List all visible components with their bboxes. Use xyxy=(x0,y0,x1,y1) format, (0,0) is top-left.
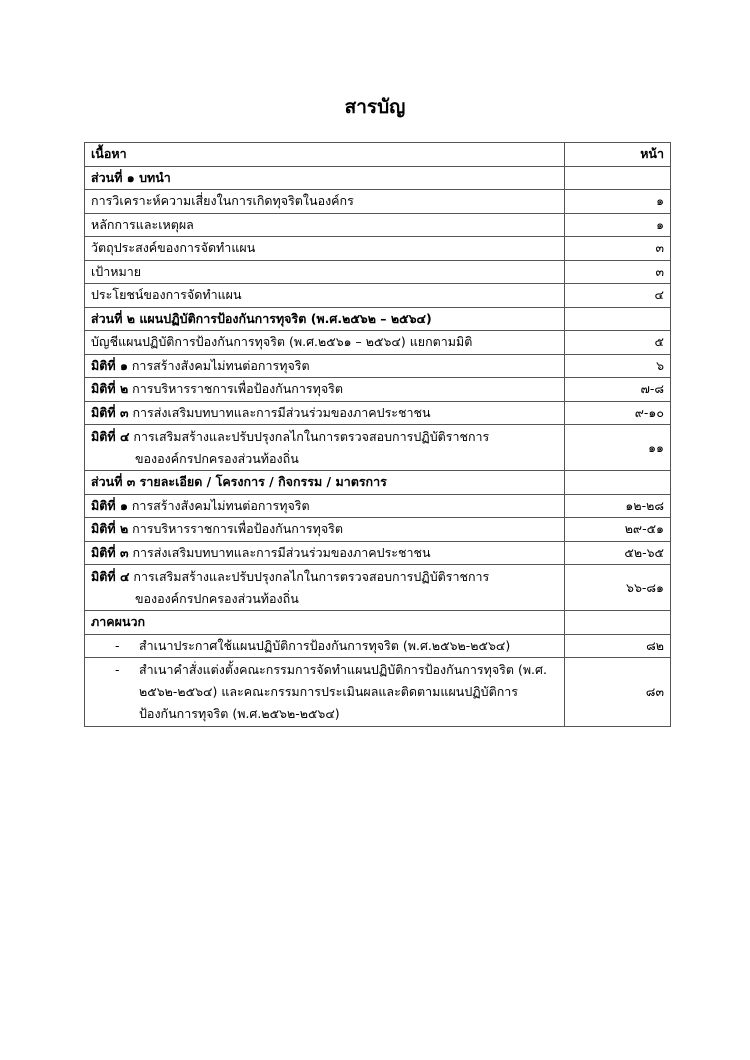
toc-entry-cell xyxy=(85,213,565,237)
table-row xyxy=(85,190,671,214)
table-row xyxy=(85,634,671,658)
table-row xyxy=(85,471,671,495)
toc-page-number: ๔ xyxy=(565,284,671,308)
table-row xyxy=(85,260,671,284)
table-row xyxy=(85,565,671,611)
toc-item-text: เป้าหมาย xyxy=(91,263,142,279)
appendix-item-text: สำเนาคำสั่งแต่งตั้งคณะกรรมการจัดทำแผนปฏิบัติการป้องกันการทุจริต (พ.ศ. xyxy=(139,662,547,677)
toc-page-number: ๖๖-๘๑ xyxy=(565,565,671,611)
table-row xyxy=(85,307,671,331)
table-row xyxy=(85,354,671,378)
toc-entry-cell xyxy=(85,425,565,471)
dimension-label: มิติที่ ๑ xyxy=(91,357,128,373)
toc-page-number: ๑ xyxy=(565,213,671,237)
toc-item-text: หลักการและเหตุผล xyxy=(91,216,194,232)
dimension-title: การสร้างสังคมไม่ทนต่อการทุจริต xyxy=(127,497,310,513)
dimension-label: มิติที่ ๑ xyxy=(91,497,128,513)
table-row xyxy=(85,611,671,635)
toc-entry-cell xyxy=(85,166,565,190)
dimension-label: มิติที่ ๒ xyxy=(91,381,129,397)
dimension-title: การบริหารราชการเพื่อป้องกันการทุจริต xyxy=(128,521,343,537)
toc-entry-cell xyxy=(85,378,565,402)
dimension-title: การเสริมสร้างและปรับปรุงกลไกในการตรวจสอบการปฏิบัติราชการ xyxy=(129,428,490,444)
dimension-title: การส่งเสริมบทบาทและการมีส่วนร่วมของภาคประชาชน xyxy=(128,544,431,560)
toc-entry-cell xyxy=(85,331,565,355)
toc-page-number xyxy=(565,471,671,495)
table-row xyxy=(85,425,671,471)
section-heading: ส่วนที่ ๓ รายละเอียด / โครงการ / กิจกรรม / มาตรการ xyxy=(91,474,387,490)
toc-page-number: ๗-๘ xyxy=(565,378,671,402)
table-row xyxy=(85,518,671,542)
toc-page-number xyxy=(565,166,671,190)
table-row xyxy=(85,541,671,565)
toc-entry-cell xyxy=(85,634,565,658)
toc-item-text: ประโยชน์ของการจัดทำแผน xyxy=(91,287,242,303)
toc-page-number: ๑๒-๒๘ xyxy=(565,494,671,518)
appendix-item xyxy=(91,659,558,725)
toc-page-number: ๓ xyxy=(565,260,671,284)
dimension-line xyxy=(91,378,558,400)
table-row xyxy=(85,378,671,402)
dimension-label: มิติที่ ๒ xyxy=(91,521,129,537)
dimension-title: การส่งเสริมบทบาทและการมีส่วนร่วมของภาคประชาชน xyxy=(128,404,431,420)
toc-page-number: ๒๙-๕๑ xyxy=(565,518,671,542)
toc-page-number: ๑๑ xyxy=(565,425,671,471)
bullet-dash: - xyxy=(115,662,120,677)
appendix-item xyxy=(91,635,558,657)
table-of-contents xyxy=(84,142,671,727)
toc-entry-cell xyxy=(85,307,565,331)
toc-entry-cell xyxy=(85,190,565,214)
table-row xyxy=(85,658,671,727)
dimension-line xyxy=(91,355,558,377)
toc-page-number: ๕ xyxy=(565,331,671,355)
table-row xyxy=(85,331,671,355)
dimension-line xyxy=(91,402,558,424)
toc-item-text: วัตถุประสงค์ของการจัดทำแผน xyxy=(91,240,256,256)
dimension-title: การสร้างสังคมไม่ทนต่อการทุจริต xyxy=(127,357,310,373)
dimension-line xyxy=(91,566,558,588)
toc-entry-cell xyxy=(85,401,565,425)
dimension-title-continued: ขององค์กรปกครองส่วนท้องถิ่น xyxy=(135,590,299,606)
dimension-label: มิติที่ ๔ xyxy=(91,428,130,444)
section-heading: ภาคผนวก xyxy=(91,614,146,630)
toc-entry-cell xyxy=(85,284,565,308)
toc-page-number: ๘๓ xyxy=(565,658,671,727)
section-heading: ส่วนที่ ๒ แผนปฏิบัติการป้องกันการทุจริต (พ.ศ.๒๕๖๒ – ๒๕๖๔) xyxy=(91,310,432,326)
appendix-item-text: ๒๕๖๒-๒๕๖๔) และคณะกรรมการประเมินผลและติดตามแผนปฏิบัติการ xyxy=(139,684,519,699)
table-row xyxy=(85,237,671,261)
toc-page-number: ๕๒-๖๕ xyxy=(565,541,671,565)
toc-entry-cell xyxy=(85,471,565,495)
appendix-item-text: ป้องกันการทุจริต (พ.ศ.๒๕๖๒-๒๕๖๔) xyxy=(139,706,340,721)
toc-entry-cell xyxy=(85,541,565,565)
content-column-header: เนื้อหา xyxy=(85,143,565,167)
table-row xyxy=(85,494,671,518)
toc-entry-cell xyxy=(85,611,565,635)
dimension-label: มิติที่ ๓ xyxy=(91,404,129,420)
table-row xyxy=(85,401,671,425)
bullet-dash: - xyxy=(115,637,120,653)
toc-item-text: การวิเคราะห์ความเสี่ยงในการเกิดทุจริตในองค์กร xyxy=(91,193,354,209)
toc-entry-cell xyxy=(85,494,565,518)
dimension-line xyxy=(91,518,558,540)
toc-page-number: ๖ xyxy=(565,354,671,378)
toc-page-number xyxy=(565,307,671,331)
dimension-title: การบริหารราชการเพื่อป้องกันการทุจริต xyxy=(128,381,343,397)
dimension-label: มิติที่ ๓ xyxy=(91,544,129,560)
toc-item-text: บัญชีแผนปฏิบัติการป้องกันการทุจริต (พ.ศ.๒๕๖๑ – ๒๕๖๔) แยกตามมิติ xyxy=(91,334,473,350)
dimension-line xyxy=(91,495,558,517)
toc-page-number: ๓ xyxy=(565,237,671,261)
section-heading: ส่วนที่ ๑ บทนำ xyxy=(91,169,171,185)
dimension-title-continued: ขององค์กรปกครองส่วนท้องถิ่น xyxy=(135,450,299,466)
toc-entry-cell xyxy=(85,260,565,284)
dimension-label: มิติที่ ๔ xyxy=(91,568,130,584)
dimension-line xyxy=(91,426,558,448)
toc-page-number: ๑ xyxy=(565,190,671,214)
dimension-title: การเสริมสร้างและปรับปรุงกลไกในการตรวจสอบการปฏิบัติราชการ xyxy=(129,568,490,584)
table-header-row xyxy=(85,143,671,167)
toc-entry-cell xyxy=(85,658,565,727)
toc-entry-cell xyxy=(85,237,565,261)
table-row xyxy=(85,213,671,237)
toc-entry-cell xyxy=(85,518,565,542)
page-column-header: หน้า xyxy=(565,143,671,167)
dimension-line xyxy=(91,542,558,564)
toc-page-number: ๘๒ xyxy=(565,634,671,658)
toc-page-number xyxy=(565,611,671,635)
toc-page-number: ๙-๑๐ xyxy=(565,401,671,425)
toc-entry-cell xyxy=(85,354,565,378)
toc-entry-cell xyxy=(85,565,565,611)
appendix-item-text: สำเนาประกาศใช้แผนปฏิบัติการป้องกันการทุจริต (พ.ศ.๒๕๖๒-๒๕๖๔) xyxy=(139,637,511,653)
page-title: สารบัญ xyxy=(344,96,406,118)
table-row xyxy=(85,166,671,190)
table-row xyxy=(85,284,671,308)
